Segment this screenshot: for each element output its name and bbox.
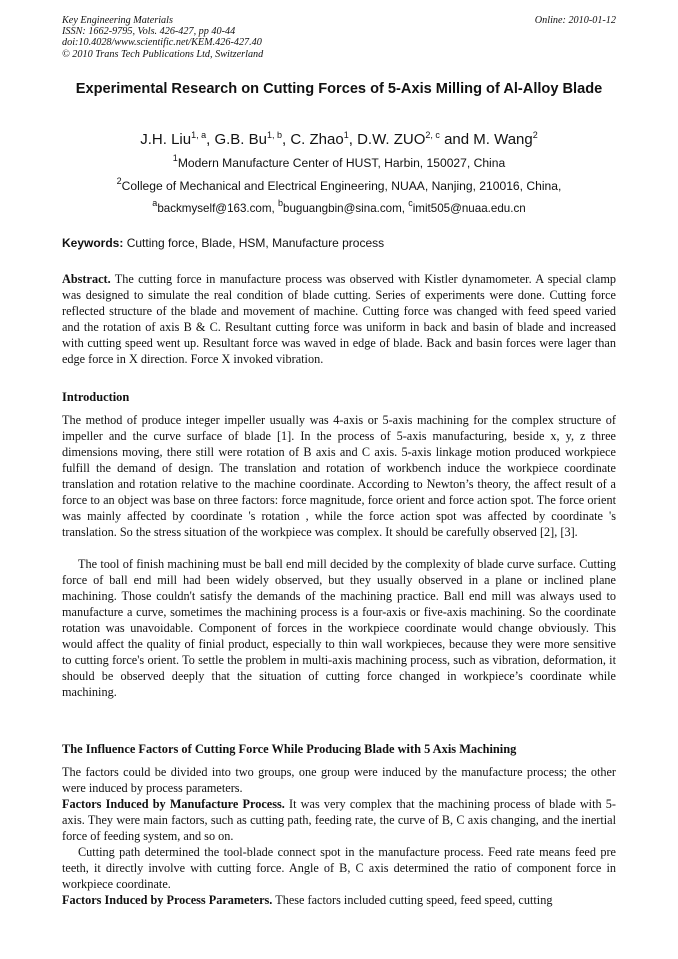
author-name: M. Wang <box>473 131 533 148</box>
section-paragraph-2 <box>62 796 616 844</box>
author-affiliation-mark: 1 <box>343 130 349 140</box>
introduction-paragraph-1: The method of produce integer impeller usually was 4-axis or 5-axis machining for the complex structure of impeller and the curve surface of blade [1]. In the process of 5-axis manufacturing, beside x, y, z three dimensions moving, there still were rotation of B axis and C axis. 5-axis linkage motion produced workpiece fulfill the demand of design. The translation and rotation of workbench induce the workpiece coordinate translation and rotation relative to the machine coordinate. According to Newton’s theory, the affect result of a force to an object was base on three factors: force magnitude, force orient and force action spot. The force orient was mainly affected by coordinate 's rotation , while the force action spot was affected by coordinate 's translation. So the stress situation of the workpiece was complex. It should be carefully observed [2], [3]. <box>62 413 616 539</box>
introduction-paragraph-2: The tool of finish machining must be ball end mill decided by the complexity of blade curve surface. Cutting force of ball end mill had been widely observed, but they usually observed in a plane or inclined plane machining. Those couldn't satisfy the demands of the machining practice. Ball end mill was always used to manufacture a curve, sometimes the machining process is a four-axis or five-axis machining. So the coordinate rotation was unavoidable. Component of forces in the workpiece coordinate would change obviously. This would affect the quality of finial product, especially to thin wall workpieces, because they were more sensitive to cutting force's orient. To settle the problem in multi-axis machining process, such as vibration, deformation, it should be observed deeply that the situation of cutting force changed in workpiece’s coordinate while machining. <box>62 557 616 699</box>
factors-process-label: Factors Induced by Manufacture Process. <box>62 797 285 811</box>
paper-title: Experimental Research on Cutting Forces of 5-Axis Milling of Al-Alloy Blade <box>75 81 603 97</box>
author-separator: , <box>206 131 215 148</box>
keywords-text: Cutting force, Blade, HSM, Manufacture process <box>123 236 385 250</box>
issn-line: ISSN: 1662-9795, Vols. 426-427, pp 40-44 <box>62 26 236 38</box>
abstract-paragraph <box>62 271 616 367</box>
section-heading: The Influence Factors of Cutting Force While Producing Blade with 5 Axis Machining <box>62 742 517 756</box>
email-address: backmyself@163.com, <box>157 202 278 215</box>
section-paragraph-4 <box>62 892 616 908</box>
affiliation-mark: 1 <box>172 153 178 163</box>
email-address: imit505@nuaa.edu.cn <box>412 202 526 215</box>
author-separator: , <box>282 131 291 148</box>
author-affiliation-mark: 1, a <box>191 130 207 140</box>
affiliation-2 <box>62 178 616 194</box>
email-mark: c <box>408 198 413 208</box>
author-affiliation-mark: 2, c <box>425 130 440 140</box>
online-date: Online: 2010-01-12 <box>534 15 616 26</box>
section-paragraph-1: The factors could be divided into two groups, one group were induced by the manufacture process; the other were induced by process parameters. <box>62 765 616 795</box>
affiliation-mark: 2 <box>116 176 122 186</box>
author-list <box>62 130 616 149</box>
affiliation-1 <box>62 155 616 171</box>
author-separator: , <box>348 131 358 148</box>
author-affiliation-mark: 1, b <box>266 130 282 140</box>
affiliation-text: Modern Manufacture Center of HUST, Harbin, 150027, China <box>177 156 506 170</box>
page-header <box>62 15 616 60</box>
keywords <box>62 235 616 251</box>
factors-process-text: It was very complex that the machining process of blade with 5-axis. They were main factors, such as cutting path, feeding rate, the curve of B, C axis changing, and the inertial force of feeding system, and so on. <box>62 797 616 843</box>
email-mark: a <box>152 198 158 208</box>
introduction-heading: Introduction <box>62 390 130 404</box>
email-address: buguangbin@sina.com, <box>283 202 409 215</box>
author-affiliation-mark: 2 <box>532 130 538 140</box>
author-name: C. Zhao <box>290 131 344 148</box>
email-mark: b <box>277 198 283 208</box>
abstract-text: The cutting force in manufacture process was observed with Kistler dynamometer. A special clamp was designed to simulate the real condition of blade cutting. Series of experiments were done. Cutting force reflected structure of the blade and movement of machine. Cutting force was changed with feed speed varied and the rotation of axis B & C. Resultant cutting force was uniform in back and basin of blade and increased with cutting speed went up. Resultant force was waved in edge of blade. Back and basin forces were lager than edge force in X direction. Force X invoked vibration. <box>62 272 616 366</box>
author-name: J.H. Liu <box>140 131 192 148</box>
doi-line: doi:10.4028/www.scientific.net/KEM.426-427.40 <box>62 37 262 49</box>
keywords-label: Keywords: <box>62 236 124 250</box>
abstract-label: Abstract. <box>62 272 111 286</box>
author-name: G.B. Bu <box>214 131 267 148</box>
author-name: D.W. ZUO <box>357 131 426 148</box>
factors-parameters-label: Factors Induced by Process Parameters. <box>62 893 273 907</box>
affiliation-text: College of Mechanical and Electrical Engineering, NUAA, Nanjing, 210016, China, <box>121 179 562 193</box>
author-separator: and <box>439 131 474 148</box>
copyright-line: © 2010 Trans Tech Publications Ltd, Switzerland <box>62 48 264 60</box>
section-paragraph-3: Cutting path determined the tool-blade connect spot in the manufacture process. Feed rate means feed pre teeth, it directly involve with cutting force. Angle of B, C axis determined the ratio of component force in workpiece coordinate. <box>62 845 616 891</box>
factors-parameters-text: These factors included cutting speed, feed speed, cutting <box>272 893 553 907</box>
journal-name: Key Engineering Materials <box>62 15 173 26</box>
email-line <box>62 198 616 217</box>
